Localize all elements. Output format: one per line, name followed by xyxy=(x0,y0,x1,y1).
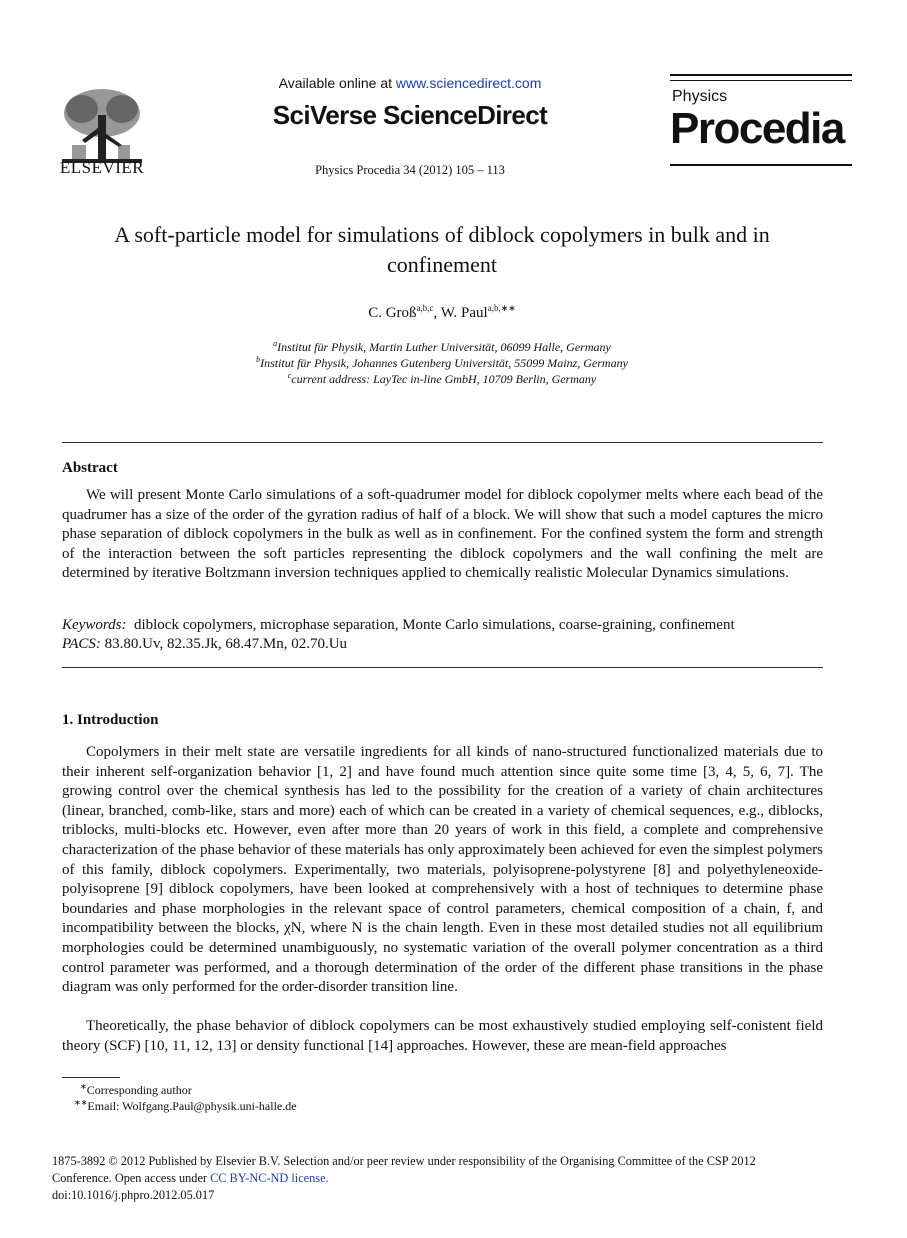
journal-logo xyxy=(670,74,852,166)
affiliation: $^b$Institut für Physik, Johannes Gutenberg Universität, 55099 Mainz, Germany xyxy=(256,355,628,370)
intro-paragraph: Copolymers in their melt state are versatile ingredients for all kinds of nano-structured functionalized materials due to their inherent self-organization behavior [1, 2] and have found much attention since quite some time [3, 4, 5, 6, 7]. The growing control over the chemical synthesis has led to the possibility for the creation of a variety of chain architectures (linear, branched, comb-like, stars and more) each of which can be created in a variety of chemical sequences, e.g., diblocks, triblocks, multi-blocks etc. However, even after more than 20 years of work in this field, a complete and comprehensive characterization of the phase behavior of these materials has only approximately been achieved for even the simplest polymers of this family, diblock copolymers. Experimentally, two materials, polyisoprene-polystyrene [8] and polyethyleneoxide-polyisoprene [9] diblock copolymers, have been looked at comprehensively with a host of techniques to determine phase boundaries and phase morphologies in the relevant space of control parameters, chemical composition of a chain, f, and incompatibility between the blocks, χN, where N is the chain length. Even in these most detailed studies not all equilibrium morphologies could be determined unambiguously, no systematic variation of the overall polymer concentration as a third control parameter was performed, and a thorough determination of the order of the different phase transitions in the phase diagram was only performed for the order-disorder transition line. xyxy=(62,744,823,996)
intro-paragraph: Theoretically, the phase behavior of diblock copolymers can be most exhaustively studied employing self-conistent field theory (SCF) [10, 11, 12, 13] or density functional [14] approaches. However, these are mean-field approaches xyxy=(62,1018,823,1054)
keywords: Keywords: diblock copolymers, microphase separation, Monte Carlo simulations, coarse-graining, confinement xyxy=(62,617,735,633)
journal-reference: Physics Procedia 34 (2012) 105 – 113 xyxy=(315,163,505,177)
footnote: ∗Corresponding author xyxy=(80,1082,192,1097)
doi: doi:10.1016/j.phpro.2012.05.017 xyxy=(52,1188,215,1202)
platform-name: SciVerse ScienceDirect xyxy=(272,100,548,130)
journal-logo-big: Procedia xyxy=(670,104,844,153)
divider xyxy=(62,667,823,668)
footnote-rule xyxy=(62,1077,120,1078)
journal-logo-small: Physics xyxy=(672,88,728,105)
article-title: A soft-particle model for simulations of diblock copolymers in bulk and in confinement xyxy=(114,222,770,277)
sciencedirect-link[interactable]: www.sciencedirect.com xyxy=(395,75,542,91)
available-online: Available online at www.sciencedirect.com xyxy=(278,75,542,91)
author-list: C. Groß$^{a,b,c}$, W. Paul$^{a,b,∗∗}$ xyxy=(368,303,516,321)
section-heading: 1. Introduction xyxy=(62,712,159,728)
abstract-heading: Abstract xyxy=(62,460,118,476)
pacs-codes: PACS: 83.80.Uv, 82.35.Jk, 68.47.Mn, 02.70.Uu xyxy=(62,636,348,652)
copyright-license: Conference. Open access under CC BY-NC-ND license. xyxy=(52,1171,329,1185)
abstract-text: We will present Monte Carlo simulations of a soft-quadrumer model for diblock copolymer melts where each bead of the quadrumer has a size of the order of the gyration radius of half of a block. We will show that such a model captures the micro phase separation of diblock copolymers in the bulk as well as in confinement. For the confined system the form and strength of the interaction between the soft particles representing the diblock copolymers and the wall confining the melt are determined by iterative Boltzmann inversion techniques applied to chemically realistic Molecular Dynamics simulations. xyxy=(62,487,823,582)
divider xyxy=(62,442,823,443)
license-link[interactable]: CC BY-NC-ND license. xyxy=(210,1171,329,1185)
copyright-line: 1875-3892 © 2012 Published by Elsevier B.V. Selection and/or peer review under responsibility of the Organising Committee of the CSP 2012 xyxy=(52,1154,756,1168)
affiliation: $^a$Institut für Physik, Martin Luther Universität, 06099 Halle, Germany xyxy=(273,339,611,354)
footnote: ∗∗Email: Wolfgang.Paul@physik.uni-halle.de xyxy=(74,1098,297,1113)
publisher-name: ELSEVIER xyxy=(59,158,145,177)
affiliation: $^c$current address: LayTec in-line GmbH, 10709 Berlin, Germany xyxy=(287,371,597,386)
